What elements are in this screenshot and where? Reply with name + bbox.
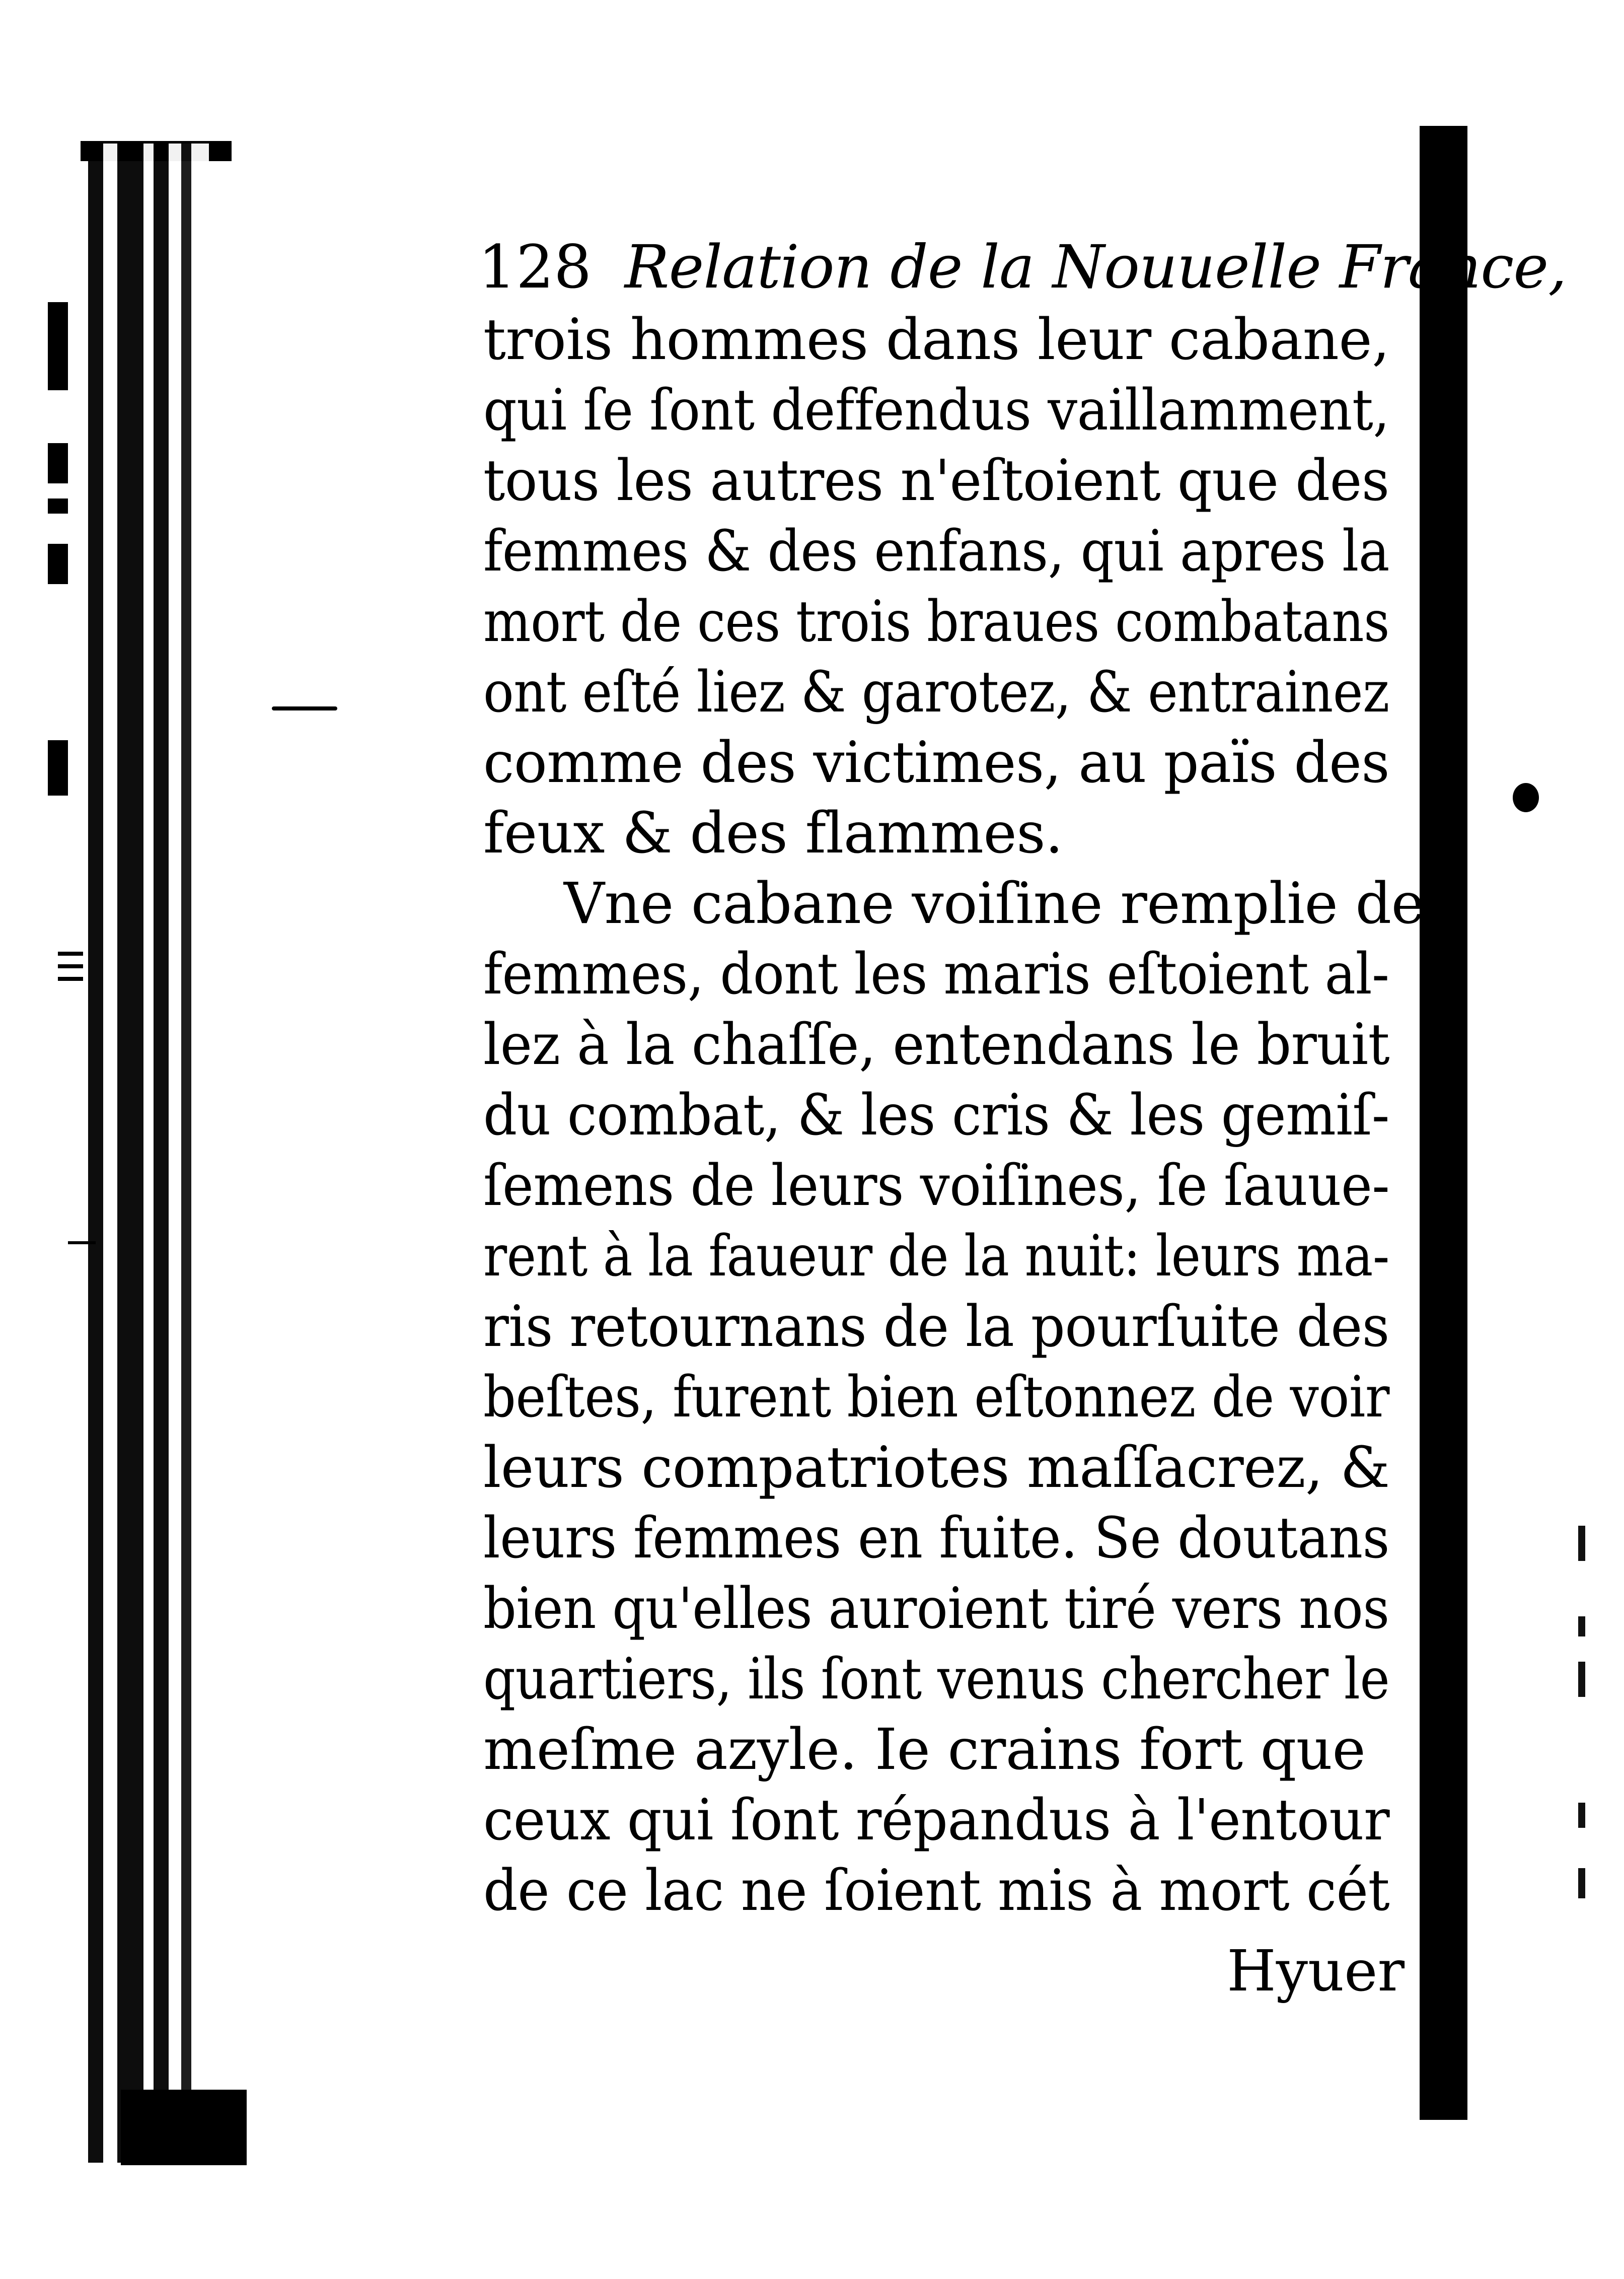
- text-line: ceux qui ſont répandus à l'entour: [483, 1788, 1390, 1853]
- scan-mark: [48, 498, 68, 514]
- text-line: ont eſté liez & garotez, & entrainez: [483, 660, 1389, 725]
- scan-mark: [48, 443, 68, 483]
- running-header: [478, 229, 1567, 305]
- scan-mark: [58, 964, 83, 968]
- text-line: du combat, & les cris & les gemiſ-: [483, 1083, 1389, 1148]
- page-number: 128: [478, 232, 592, 302]
- scan-mark: [1578, 1662, 1585, 1697]
- scan-mark: [1578, 1616, 1585, 1636]
- text-line: comme des victimes, au païs des: [483, 730, 1390, 796]
- scan-mark: [1578, 1803, 1585, 1828]
- text-line: tous les autres n'eſtoient que des: [483, 448, 1389, 514]
- scan-binding-bottom: [121, 2090, 247, 2165]
- text-line: femmes & des enfans, qui apres la: [483, 519, 1390, 584]
- scan-mark: [48, 740, 68, 796]
- catchword: Hyuer: [1227, 1939, 1405, 2004]
- text-line: bien qu'elles auroient tiré vers nos: [483, 1576, 1389, 1642]
- text-line: leurs femmes en fuite. Se doutans: [483, 1506, 1390, 1571]
- text-line: meſme azyle. Ie crains fort que: [483, 1717, 1366, 1783]
- text-line: beſtes, furent bien eſtonnez de voir: [483, 1365, 1389, 1430]
- running-title: Relation de la Nouuelle France,: [624, 232, 1567, 302]
- scan-mark: [1578, 1868, 1585, 1898]
- text-line: trois hommes dans leur cabane,: [483, 307, 1390, 373]
- text-line: quartiers, ils ſont venus chercher le: [483, 1647, 1390, 1712]
- paragraph-first-line: Vne cabane voiſine remplie de: [564, 871, 1425, 937]
- scan-spot: [1513, 783, 1539, 812]
- scan-mark: [48, 544, 68, 584]
- scan-mark: [58, 952, 83, 956]
- scan-mark: [1578, 1526, 1585, 1561]
- scan-binding-right: [1420, 126, 1467, 2120]
- scan-mark: [68, 1241, 96, 1244]
- text-line: lez à la chaſſe, entendans le bruit: [483, 1012, 1390, 1078]
- text-line: ſemens de leurs voiſines, ſe ſauue-: [483, 1153, 1390, 1219]
- scan-mark: [272, 706, 337, 710]
- scan-mark: [48, 302, 68, 390]
- text-line: mort de ces trois braues combatans: [483, 589, 1389, 655]
- text-line: femmes, dont les maris eſtoient al-: [483, 942, 1389, 1007]
- text-line: feux & des flammes.: [483, 801, 1063, 866]
- text-line: leurs compatriotes maſſacrez, &: [483, 1435, 1390, 1501]
- text-line: ris retournans de la pourſuite des: [483, 1294, 1389, 1360]
- scan-binding-shadow: [88, 144, 209, 2163]
- text-line: de ce lac ne ſoient mis à mort cét: [483, 1858, 1390, 1924]
- text-line: rent à la faueur de la nuit: leurs ma-: [483, 1224, 1389, 1289]
- text-line: qui ſe ſont deffendus vaillamment,: [483, 378, 1390, 443]
- scan-mark: [58, 977, 83, 981]
